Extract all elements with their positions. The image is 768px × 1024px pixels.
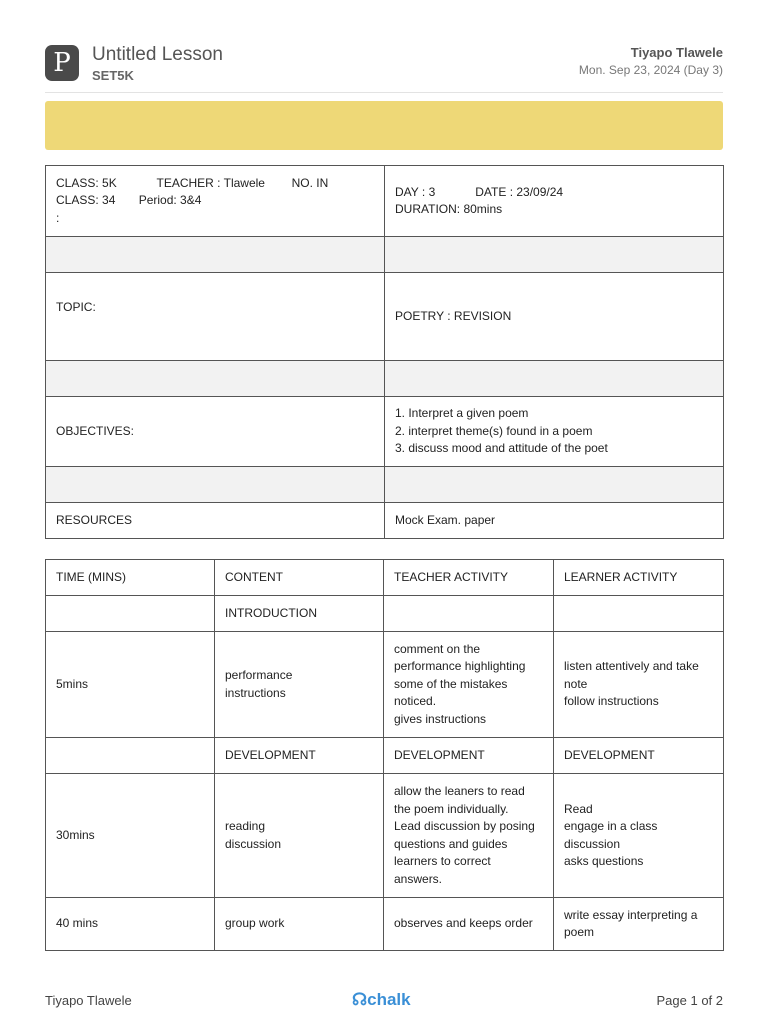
author-name: Tiyapo Tlawele — [630, 45, 723, 60]
learner-activity-cell-line: write essay interpreting a — [564, 907, 698, 922]
class-info-row — [46, 166, 724, 237]
chalk-logo — [352, 990, 411, 1010]
plan-row — [46, 632, 724, 738]
plan-row — [46, 738, 724, 774]
learner-activity-cell — [554, 632, 724, 738]
spacer-row — [46, 467, 724, 503]
teacher-activity-cell — [384, 632, 554, 738]
objectives-row — [46, 397, 724, 467]
objectives-list — [385, 397, 724, 467]
content-cell — [215, 632, 384, 738]
teacher-activity-cell-line: observes and keeps order — [394, 916, 533, 931]
header-learner-activity: LEARNER ACTIVITY — [554, 560, 724, 596]
teacher-activity-cell — [384, 898, 554, 951]
topic-row — [46, 273, 724, 361]
resources-row — [46, 503, 724, 539]
page-number: Page 1 of 2 — [656, 993, 723, 1008]
learner-activity-cell — [554, 738, 724, 774]
teacher-activity-cell — [384, 774, 554, 898]
teacher-activity-cell-line: DEVELOPMENT — [394, 747, 485, 762]
teacher-activity-cell-line: the poem individually. — [394, 801, 509, 816]
teacher-activity-cell-line: gives instructions — [394, 711, 487, 726]
content-cell-line: reading — [225, 819, 266, 833]
day-line: DAY : 3 DATE : 23/09/24 — [395, 184, 564, 199]
content-cell-line: group work — [225, 916, 285, 931]
spacer-row — [46, 361, 724, 397]
teacher-activity-cell-line: allow the leaners to read — [394, 784, 525, 798]
learner-activity-cell-line: follow instructions — [564, 694, 659, 709]
content-cell-line: performance — [225, 668, 293, 682]
learner-activity-cell — [554, 898, 724, 951]
page-header — [45, 44, 723, 93]
resources-value: Mock Exam. paper — [385, 503, 724, 539]
chalk-icon: ☊ — [352, 990, 368, 1009]
class-info-cell — [46, 166, 385, 237]
spacer-row — [46, 237, 724, 273]
time-cell: 5mins — [46, 632, 215, 738]
learner-activity-cell-line: asks questions — [564, 854, 644, 868]
time-cell — [46, 738, 215, 774]
content-cell-line: DEVELOPMENT — [225, 747, 316, 762]
teacher-activity-cell-line: questions and guides — [394, 836, 508, 851]
content-cell-line: INTRODUCTION — [225, 605, 317, 620]
lesson-title: Untitled Lesson — [92, 44, 223, 65]
objective-item: 2. interpret theme(s) found in a poem — [395, 423, 593, 438]
learner-activity-cell-line: DEVELOPMENT — [564, 747, 655, 762]
header-time: TIME (MINS) — [46, 560, 215, 596]
content-cell — [215, 738, 384, 774]
learner-activity-cell-line: Read — [564, 801, 593, 816]
lesson-date: Mon. Sep 23, 2024 (Day 3) — [578, 63, 723, 77]
teacher-activity-cell-line: performance highlighting — [394, 659, 526, 674]
plan-header-row — [46, 560, 724, 596]
teacher-activity-cell — [384, 596, 554, 632]
learner-activity-cell — [554, 774, 724, 898]
learner-activity-cell-line: discussion — [564, 836, 621, 851]
teacher-activity-cell — [384, 738, 554, 774]
learner-activity-cell — [554, 596, 724, 632]
time-cell — [46, 596, 215, 632]
teacher-activity-cell-line: Lead discussion by posing — [394, 819, 535, 833]
class-line: CLASS: 34 Period: 3&4 — [56, 193, 202, 208]
lesson-banner — [45, 101, 723, 150]
content-cell — [215, 596, 384, 632]
footer-author: Tiyapo Tlawele — [45, 993, 132, 1008]
teacher-activity-cell-line: some of the mistakes — [394, 676, 508, 691]
learner-activity-cell-line: note — [564, 676, 588, 691]
class-line: CLASS: 5K TEACHER : Tlawele NO. IN — [56, 175, 329, 190]
learner-activity-cell-line: poem — [564, 925, 595, 939]
day-info-cell — [385, 166, 724, 237]
content-cell — [215, 774, 384, 898]
brand-name: chalk — [367, 990, 411, 1009]
content-cell-line: discussion — [225, 836, 282, 851]
plan-row — [46, 596, 724, 632]
topic-value: POETRY : REVISION — [385, 273, 724, 361]
objectives-label: OBJECTIVES: — [46, 397, 385, 467]
lesson-info-table — [45, 165, 724, 539]
plan-row — [46, 898, 724, 951]
topic-label: TOPIC: — [46, 273, 385, 361]
time-cell: 30mins — [46, 774, 215, 898]
lesson-subtitle: SET5K — [92, 68, 134, 83]
teacher-activity-cell-line: comment on the — [394, 641, 481, 656]
objective-item: 3. discuss mood and attitude of the poet — [395, 441, 608, 456]
content-cell — [215, 898, 384, 951]
teacher-activity-cell-line: answers. — [394, 871, 443, 886]
header-content: CONTENT — [215, 560, 384, 596]
learner-activity-cell-line: engage in a class — [564, 819, 658, 833]
teacher-activity-cell-line: noticed. — [394, 694, 437, 709]
learner-activity-cell-line: listen attentively and take — [564, 659, 699, 674]
header-teacher-activity: TEACHER ACTIVITY — [384, 560, 554, 596]
teacher-activity-cell-line: learners to correct — [394, 854, 491, 868]
app-logo: P — [45, 45, 79, 81]
class-line: : — [56, 210, 60, 225]
duration-line: DURATION: 80mins — [395, 202, 503, 216]
objective-item: 1. Interpret a given poem — [395, 406, 529, 421]
plan-row — [46, 774, 724, 898]
time-cell: 40 mins — [46, 898, 215, 951]
resources-label: RESOURCES — [46, 503, 385, 539]
content-cell-line: instructions — [225, 685, 286, 700]
lesson-plan-table — [45, 559, 724, 951]
